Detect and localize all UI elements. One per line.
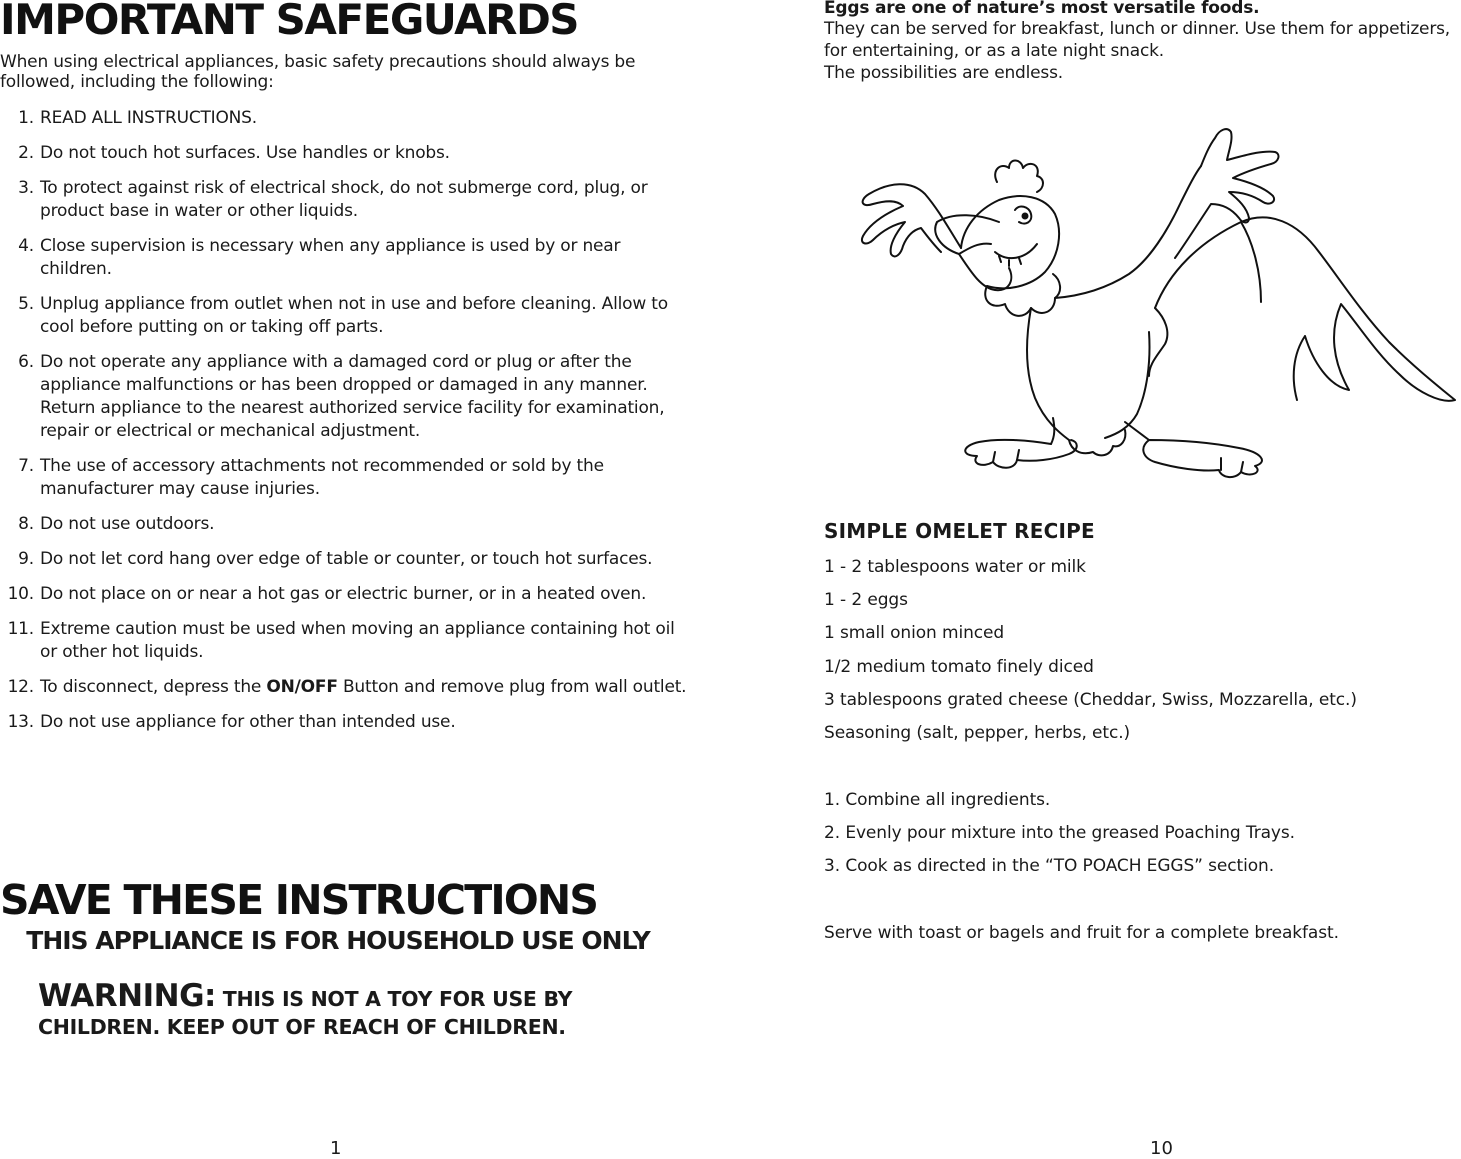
eggs-line: The possibilities are endless.: [824, 63, 1063, 83]
ingredient-item: 1/2 medium tomato finely diced: [824, 656, 1094, 677]
warning-label: WARNING:: [38, 978, 216, 1014]
ingredient-item: Seasoning (salt, pepper, herbs, etc.): [824, 722, 1131, 743]
list-item: [0, 513, 690, 536]
item-text: Do not place on or near a hot gas or electric burner, or in a heated oven.: [40, 584, 647, 604]
page-title: IMPORTANT SAFEGUARDS: [0, 0, 579, 44]
item-text-pre: To disconnect, depress the: [40, 677, 267, 697]
item-number: 13.: [7, 712, 34, 732]
on-off-label: ON/OFF: [266, 677, 338, 697]
item-number: 9.: [18, 549, 34, 569]
list-item: [0, 711, 690, 734]
item-text: Do not use outdoors.: [40, 514, 215, 534]
ingredient-item: 1 small onion minced: [824, 623, 1005, 644]
item-number: 11.: [7, 619, 34, 639]
item-text: Unplug appliance from outlet when not in use and before cleaning. Allow to cool before putting on or taking off parts.: [40, 294, 668, 337]
right-page: [824, 0, 1454, 1156]
item-text-post: Button and remove plug from wall outlet.: [337, 677, 687, 697]
item-text: The use of accessory attachments not recommended or sold by the manufacturer may cause injuries.: [40, 456, 604, 499]
rooster-cartoon-icon: [849, 122, 1461, 484]
item-number: 2.: [18, 143, 34, 163]
list-item: [0, 177, 690, 223]
left-page: [0, 0, 690, 1159]
steps-list: [824, 787, 1295, 887]
page-number-right: 10: [1150, 1138, 1173, 1159]
item-number: 1.: [18, 108, 34, 128]
item-number: 4.: [18, 236, 34, 256]
list-item: [0, 293, 690, 339]
item-number: 3.: [18, 178, 34, 198]
list-item: [0, 548, 690, 571]
ingredient-item: 3 tablespoons grated cheese (Cheddar, Swiss, Mozzarella, etc.): [824, 689, 1357, 710]
list-item: [0, 583, 690, 606]
item-text: Close supervision is necessary when any appliance is used by or near children.: [40, 236, 621, 279]
item-text: Extreme caution must be used when moving an appliance containing hot oil or other hot liquids.: [40, 619, 675, 662]
step-item: 2. Evenly pour mixture into the greased Poaching Trays.: [824, 823, 1295, 844]
list-item: [0, 676, 690, 699]
list-item: [0, 351, 690, 443]
safeguards-list: [0, 107, 690, 746]
ingredient-item: 1 - 2 eggs: [824, 590, 908, 611]
list-item: [0, 618, 690, 664]
ingredients-list: [824, 554, 1357, 753]
item-text: Do not use appliance for other than intended use.: [40, 712, 456, 732]
item-number: 10.: [7, 584, 34, 604]
serving-suggestion: Serve with toast or bagels and fruit for a complete breakfast.: [824, 923, 1339, 943]
intro-paragraph: When using electrical appliances, basic safety precautions should always be followed, including the following:: [0, 52, 636, 92]
item-text: Do not touch hot surfaces. Use handles or knobs.: [40, 143, 450, 163]
step-item: 3. Cook as directed in the “TO POACH EGGS” section.: [824, 856, 1274, 877]
item-text: Do not operate any appliance with a damaged cord or plug or after the appliance malfunctions or has been dropped or damaged in any manner. Return appliance to the nearest authorized service facility for examination, repair or electrical or mechanical adjustment.: [40, 352, 665, 441]
eggs-paragraph: [824, 18, 1454, 84]
step-item: 1. Combine all ingredients.: [824, 790, 1051, 810]
item-text: Do not let cord hang over edge of table or counter, or touch hot surfaces.: [40, 549, 653, 569]
list-item: [0, 235, 690, 281]
warning-notice: [38, 978, 678, 1041]
item-number: 12.: [7, 677, 34, 697]
list-item: [0, 107, 690, 130]
save-instructions-heading: SAVE THESE INSTRUCTIONS: [0, 876, 598, 924]
item-number: 5.: [18, 294, 34, 314]
item-number: 6.: [18, 352, 34, 372]
item-number: 7.: [18, 456, 34, 476]
warning-text: THIS IS NOT A TOY FOR USE BY CHILDREN. KEEP OUT OF REACH OF CHILDREN.: [38, 987, 573, 1039]
eggs-line: They can be served for breakfast, lunch or dinner. Use them for appetizers, for entertaining, or as a late night snack.: [824, 19, 1450, 61]
item-text: READ ALL INSTRUCTIONS.: [40, 108, 257, 128]
recipe-title: SIMPLE OMELET RECIPE: [824, 519, 1095, 543]
item-number: 8.: [18, 514, 34, 534]
list-item: [0, 455, 690, 501]
eggs-heading: Eggs are one of nature’s most versatile foods.: [824, 0, 1260, 18]
page-number-left: 1: [330, 1138, 342, 1159]
item-text: To protect against risk of electrical shock, do not submerge cord, plug, or product base in water or other liquids.: [40, 178, 648, 221]
household-use-notice: THIS APPLIANCE IS FOR HOUSEHOLD USE ONLY: [26, 926, 650, 955]
list-item: [0, 142, 690, 165]
ingredient-item: 1 - 2 tablespoons water or milk: [824, 557, 1086, 577]
